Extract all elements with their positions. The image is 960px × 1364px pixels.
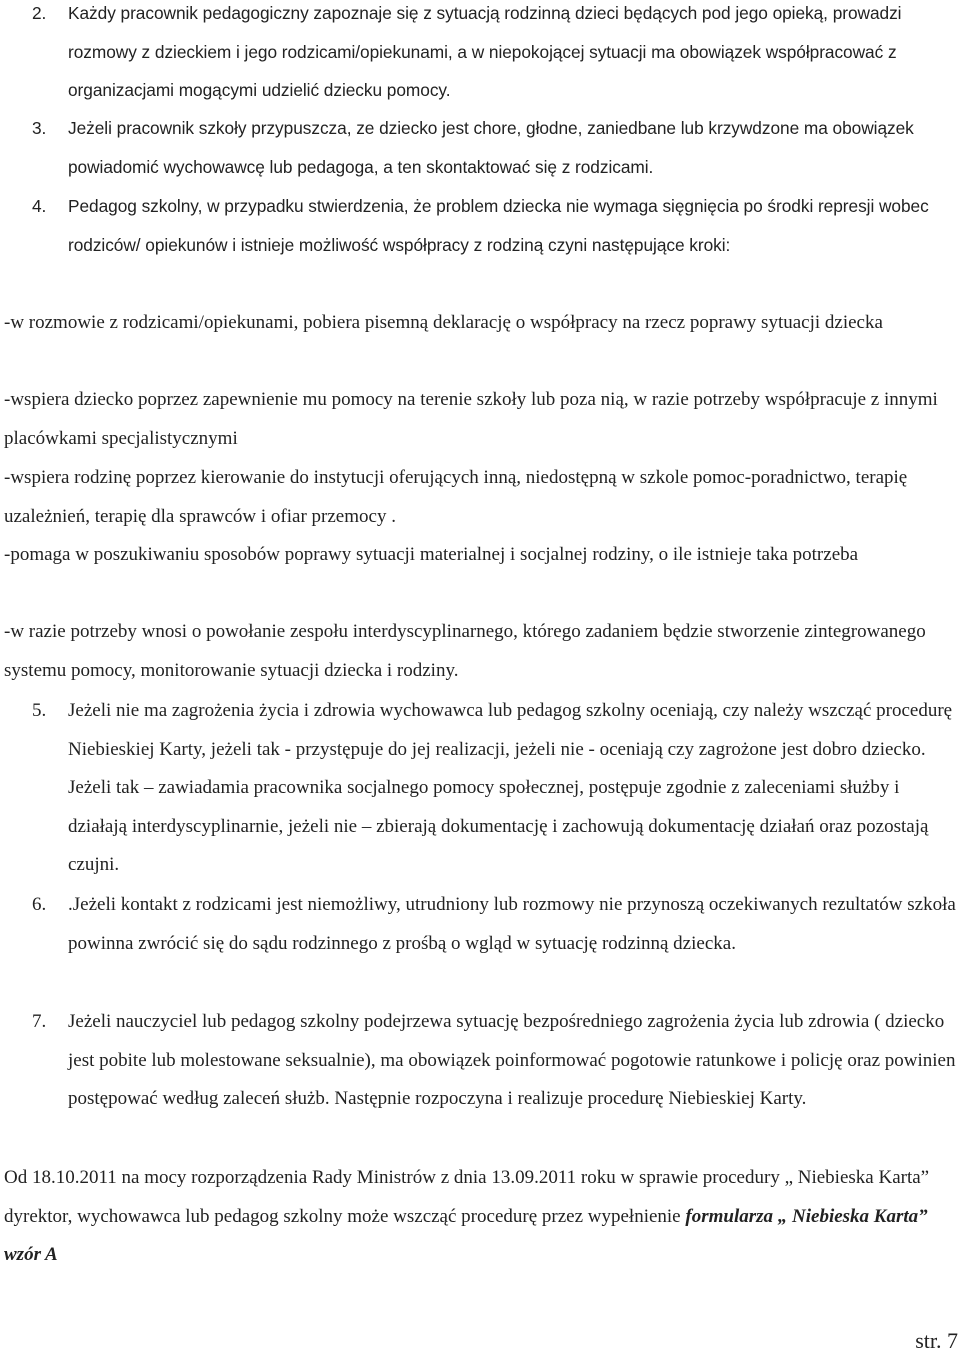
item-text: Pedagog szkolny, w przypadku stwierdzenia, że problem dziecka nie wymaga sięgnięcia po środki represji wobec rodziców/ opiekunów i istnieje możliwość współpracy z rodziną czyni następujące kroki: xyxy=(68,196,929,255)
item-number: 3. xyxy=(32,118,47,138)
item-number: 6. xyxy=(32,894,47,915)
action-paragraph: -w razie potrzeby wnosi o powołanie zespołu interdyscyplinarnego, którego zadaniem będzie stworzenie zintegrowanego systemu pomocy, monitorowanie sytuacji dziecka i rodziny. xyxy=(4,621,926,681)
closing-paragraph xyxy=(4,1159,954,1275)
item-text: Każdy pracownik pedagogiczny zapoznaje się z sytuacją rodzinną dzieci będących pod jego opieką, prowadzi rozmowy z dzieckiem i jego rodzicami/opiekunami, a w niepokojącej sytuacji ma obowiązek współpracować z organizacjami mogącymi udzielić dziecku pomocy. xyxy=(68,3,902,100)
item-number: 4. xyxy=(32,196,47,216)
form-reference: formularza „ Niebieska Karta” wzór A xyxy=(4,1205,928,1266)
item-text: Jeżeli pracownik szkoły przypuszcza, ze dziecko jest chore, głodne, zaniedbane lub krzywdzone ma obowiązek powiadomić wychowawcę lub pedagoga, a ten skontaktować się z rodzicami. xyxy=(68,118,914,177)
action-paragraph: -w rozmowie z rodzicami/opiekunami, pobiera pisemną deklarację o współpracy na rzecz poprawy sytuacji dziecka xyxy=(4,312,883,333)
list-item-5 xyxy=(32,692,960,885)
item-number: 2. xyxy=(32,3,47,23)
page-number: str. 7 xyxy=(915,1328,958,1353)
action-paragraph: -pomaga w poszukiwaniu sposobów poprawy sytuacji materialnej i socjalnej rodziny, o ile istnieje taka potrzeba xyxy=(4,544,859,565)
closing-text: Od 18.10.2011 na mocy rozporządzenia Rady Ministrów z dnia 13.09.2011 roku w sprawie procedury „ Niebieska Karta” dyrektor, wychowawca lub pedagog szkolny może wszcząć procedurę przez wypełnienie xyxy=(4,1167,930,1227)
list-item-3 xyxy=(32,109,960,186)
list-item-6 xyxy=(32,886,960,963)
list-item-7 xyxy=(32,1003,960,1119)
action-paragraph: -wspiera dziecko poprzez zapewnienie mu pomocy na terenie szkoły lub poza nią, w razie potrzeby współpracuje z innymi placówkami specjalistycznymi xyxy=(4,389,938,449)
list-item-2 xyxy=(32,0,960,110)
item-text: Jeżeli nauczyciel lub pedagog szkolny podejrzewa sytuację bezpośredniego zagrożenia życia lub zdrowia ( dziecko jest pobite lub molestowane seksualnie), ma obowiązek poinformować pogotowie ratunkowe i policję oraz powinien postępować według zaleceń służb. Następnie rozpoczyna i realizuje procedurę Niebieskiej Karty. xyxy=(68,1011,956,1110)
list-item-4 xyxy=(32,187,960,264)
action-paragraph: -wspiera rodzinę poprzez kierowanie do instytucji oferujących inną, niedostępną w szkole pomoc-poradnictwo, terapię uzależnień, terapię dla sprawców i ofiar przemocy . xyxy=(4,467,908,527)
item-number: 7. xyxy=(32,1011,47,1032)
item-number: 5. xyxy=(32,700,47,721)
item-text: Jeżeli nie ma zagrożenia życia i zdrowia wychowawca lub pedagog szkolny oceniają, czy należy wszcząć procedurę Niebieskiej Karty, jeżeli tak - przystępuje do jej realizacji, jeżeli nie - oceniają czy zagrożone jest dobro dziecko. Jeżeli tak – zawiadamia pracownika socjalnego pomocy społecznej, postępuje zgodnie z zaleceniami służby i działają interdyscyplinarnie, jeżeli nie – zbierają dokumentację i zachowują dokumentację działań oraz pozostają czujni. xyxy=(68,700,953,876)
item-text: .Jeżeli kontakt z rodzicami jest niemożliwy, utrudniony lub rozmowy nie przynoszą oczekiwanych rezultatów szkoła powinna zwrócić się do sądu rodzinnego z prośbą o wgląd w sytuację rodzinną dziecka. xyxy=(68,894,956,954)
